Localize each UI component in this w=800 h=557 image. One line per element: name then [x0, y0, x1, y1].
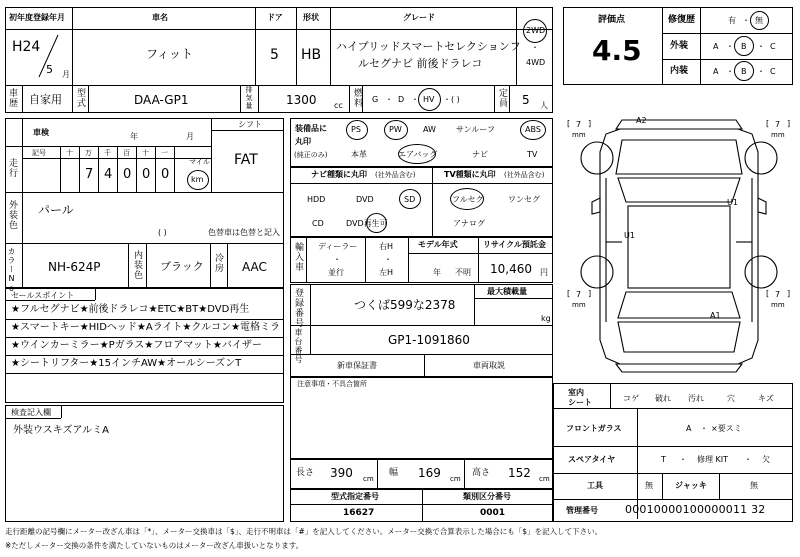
fuel-hv: HV: [423, 95, 435, 104]
interior-b: B: [741, 67, 747, 76]
interior-sep1: ・: [726, 67, 734, 76]
first-reg-month-unit: 月: [62, 70, 70, 79]
tire-rr-depth: 7: [775, 290, 781, 299]
interior-label: 内装: [670, 66, 689, 76]
shaken-month-unit: 月: [186, 132, 194, 141]
tv-analog: アナログ: [453, 219, 485, 228]
inspector-label: 検査記入欄: [11, 408, 51, 417]
seat-item-ana: 穴: [727, 394, 735, 403]
tv-fullseg: フルセグ: [452, 195, 484, 204]
import-left-h: 左H: [379, 268, 394, 277]
equip-navi: ナビ: [472, 150, 488, 159]
seat-label-1: 室内: [568, 388, 584, 397]
registration-label: 登録番号: [293, 288, 303, 328]
shift-label: シフト: [238, 120, 262, 129]
control-label: 管理番号: [566, 506, 598, 515]
registration-value: つくば599な2378: [354, 298, 456, 312]
equip-label-1: 装備品に: [295, 124, 327, 133]
shift-value: FAT: [234, 152, 258, 168]
notes-box: [290, 377, 553, 459]
spare-t: T: [661, 455, 666, 464]
equip-tv: TV: [527, 150, 538, 159]
navi-dvd-play: DVD再生可: [346, 219, 388, 228]
equip-airbag: エアバッグ: [398, 150, 438, 159]
diagram-u1-left: U1: [624, 231, 635, 240]
exterior-a: A: [713, 42, 719, 51]
equip-ps: PS: [351, 125, 361, 134]
model-year-unit: 年: [433, 268, 441, 277]
type-cert-value: 16627: [343, 508, 375, 518]
digit-4: 0: [123, 167, 132, 182]
control-value: 00010000100000011 32: [625, 503, 766, 516]
spare-kit: 修理 KIT: [697, 455, 729, 464]
recycle-yen: 円: [540, 268, 548, 277]
windshield-dot: ・: [700, 424, 708, 433]
inspector-note: 外装ウスキズアルミA: [13, 425, 109, 436]
navi-sd: SD: [404, 195, 416, 204]
drive-sep: ・: [531, 43, 539, 52]
tire-rl-depth: 7: [576, 290, 582, 299]
navi-header: ナビ種類に丸印: [311, 170, 367, 179]
tire-fl-mm: mm: [572, 131, 586, 139]
mile-label: マイル: [189, 158, 210, 166]
exterior-sep2: ・: [757, 42, 765, 51]
usage-value: 自家用: [29, 93, 62, 106]
fuel-g: G: [372, 95, 379, 104]
tv-header: TV種類に丸印: [444, 170, 496, 179]
equip-label-2: 丸印: [295, 137, 311, 146]
import-label: 輸入車: [293, 242, 303, 272]
warranty-label: 新車保証書: [337, 361, 377, 370]
tire-fr-mm: mm: [771, 131, 785, 139]
model-label: 型式: [75, 88, 85, 108]
shape-label: 形状: [303, 13, 319, 22]
ac-label: 冷房: [213, 253, 223, 273]
tire-rr-open: [: [766, 289, 770, 298]
grade-label: グレード: [403, 13, 435, 22]
car-diagram: [562, 112, 795, 374]
interior-a: A: [713, 67, 719, 76]
grade-line2: ルセグナビ 前後ドラレコ: [358, 57, 483, 70]
exterior-sep1: ・: [726, 42, 734, 51]
interior-sep2: ・: [757, 67, 765, 76]
recycle-label: リサイクル預託金: [483, 240, 546, 249]
mileage-label: 走行: [7, 158, 17, 178]
model-year-label: モデル年式: [418, 240, 458, 249]
body-shape: HB: [301, 47, 322, 63]
sales-points-label: セールスポイント: [11, 291, 75, 300]
fuel-other: ( ): [451, 95, 460, 104]
jack-value: 無: [750, 481, 758, 490]
spare-label: スペアタイヤ: [568, 455, 616, 464]
chassis-label: 車台番号: [294, 328, 303, 364]
height-cm: cm: [539, 475, 550, 483]
height-value: 152: [508, 466, 531, 480]
shaken-label: 車検: [33, 128, 49, 137]
import-dealer: ディーラー: [318, 242, 358, 251]
tire-fr-close: ]: [787, 119, 791, 128]
max-load-label: 最大積載量: [487, 287, 527, 296]
color-label: 外装色: [7, 200, 17, 230]
color-note-paren: ( ): [158, 228, 167, 237]
sales-line-3: ★ウインカーミラー★Pガラス★フロアマット★バイザー: [11, 340, 262, 351]
tire-fl-close: ]: [588, 119, 592, 128]
height-label: 高さ: [472, 468, 491, 478]
chassis-value: GP1-1091860: [388, 333, 470, 347]
width-value: 169: [418, 466, 441, 480]
exterior-c: C: [770, 42, 776, 51]
disp-label: 排気量: [245, 86, 253, 110]
digit-label-4: 百: [123, 149, 130, 157]
capacity: 5: [522, 93, 530, 107]
windshield-a: A: [686, 424, 692, 433]
fuel-label: 燃料: [352, 88, 362, 108]
color-no-label: カラーNo.: [7, 247, 16, 304]
digit-2: 7: [85, 167, 94, 182]
navi-cd: CD: [312, 219, 324, 228]
type-cert-label: 型式指定番号: [331, 492, 379, 501]
usage-label: 車歴: [7, 88, 17, 108]
exterior-b: B: [741, 42, 747, 51]
recycle-value: 10,460: [490, 262, 532, 276]
digit-label-6: 一: [161, 149, 168, 157]
tire-rr-close: ]: [787, 289, 791, 298]
windshield-need: ×要スミ: [711, 424, 742, 433]
diagram-a1: A1: [710, 311, 721, 320]
capacity-label: 定員: [497, 88, 507, 108]
digit-label-5: 十: [142, 149, 149, 157]
first-reg-month: 5: [46, 63, 53, 76]
shaken-year-unit: 年: [130, 132, 138, 141]
seat-item-kizu: キズ: [758, 394, 774, 403]
tire-rr-mm: mm: [771, 301, 785, 309]
repair-no: 無: [755, 16, 763, 25]
tire-rl-mm: mm: [572, 301, 586, 309]
seat-item-yabure: 破れ: [655, 394, 671, 403]
km-label: km: [191, 175, 204, 184]
displacement: 1300: [286, 93, 317, 107]
sales-line-2: ★スマートキー★HIDヘッド★Aライト★クルコン★電格ミラ: [11, 322, 281, 333]
repair-sep: ・: [742, 16, 750, 25]
color-note: 色替車は色替と記入: [208, 228, 280, 237]
class-value: 0001: [480, 508, 506, 518]
digit-label-3: 千: [104, 149, 111, 157]
length-cm: cm: [363, 475, 374, 483]
door-label: ドア: [267, 13, 283, 22]
tools-label: 工具: [587, 481, 603, 490]
car-name-label: 車名: [152, 13, 168, 22]
interior-c: C: [770, 67, 776, 76]
fuel-d: D: [398, 95, 405, 104]
tv-oneseg: ワンセグ: [508, 195, 540, 204]
sales-line-1: ★フルセグナビ★前後ドラレコ★ETC★BT★DVD再生: [11, 304, 250, 315]
mileage-code-label: 記号: [32, 149, 46, 157]
grade-line1: ハイブリッドスマートセレクションフ: [336, 40, 521, 53]
equip-abs: ABS: [525, 125, 541, 134]
sales-line-4: ★シートリフター★15インチAW★オールシーズンT: [11, 358, 242, 369]
spare-dot1: ・: [679, 455, 687, 464]
color-value: パール: [38, 203, 74, 217]
navi-header-note: (社外品含む): [375, 171, 416, 179]
digit-label-2: 万: [85, 149, 92, 157]
tire-fr-open: [: [766, 119, 770, 128]
length-value: 390: [330, 466, 353, 480]
import-parallel: 並行: [328, 268, 344, 277]
tools-value: 無: [645, 481, 653, 490]
equip-sunroof: サンルーフ: [456, 125, 495, 134]
class-label: 類別区分番号: [463, 492, 511, 501]
exterior-label: 外装: [670, 41, 689, 51]
diagram-a2: A2: [636, 116, 647, 125]
tire-rl-open: [: [567, 289, 571, 298]
cc-unit: cc: [334, 101, 343, 110]
spare-dot2: ・: [744, 455, 752, 464]
repair-label: 修復歴: [668, 15, 696, 25]
tire-fl-depth: 7: [576, 120, 582, 129]
inspector-box: [5, 405, 284, 522]
score-label: 評価点: [598, 15, 626, 25]
tire-rl-close: ]: [588, 289, 592, 298]
ac-value: AAC: [242, 260, 267, 274]
model-value: DAA-GP1: [134, 93, 189, 107]
fuel-sep3: ・: [443, 95, 451, 104]
spare-missing: 欠: [762, 455, 770, 464]
seat-label-2: シート: [568, 398, 592, 407]
import-dot1: ・: [333, 255, 341, 264]
equip-leather: 本革: [351, 150, 367, 159]
navi-hdd: HDD: [307, 195, 326, 204]
repair-yes: 有: [728, 16, 736, 25]
interior-color-value: ブラック: [160, 260, 204, 273]
car-name: フィット: [146, 47, 194, 61]
fuel-sep2: ・: [411, 95, 419, 104]
import-dot2: ・: [384, 255, 392, 264]
capacity-unit: 人: [540, 101, 548, 110]
seat-item-koge: コゲ: [623, 394, 639, 403]
length-label: 長さ: [296, 468, 315, 478]
jack-label: ジャッキ: [675, 481, 707, 490]
import-right-h: 右H: [379, 242, 394, 251]
first-reg-label: 初年度登録年月: [9, 13, 65, 22]
windshield-label: フロントガラス: [566, 424, 622, 433]
drive-2wd: 2WD: [526, 26, 546, 35]
interior-color-label: 内装色: [132, 250, 142, 280]
fuel-sep1: ・: [385, 95, 393, 104]
seat-item-yogore: 汚れ: [688, 394, 704, 403]
manual-label: 車両取説: [473, 361, 505, 370]
diagram-u1-right: U1: [727, 198, 738, 207]
equip-label-3: (純正のみ): [294, 151, 328, 159]
digit-label-1: 十: [66, 149, 73, 157]
equip-pw: PW: [389, 125, 402, 134]
equip-aw: AW: [423, 125, 436, 134]
model-year-unknown: 不明: [455, 268, 471, 277]
tire-fl-open: [: [567, 119, 571, 128]
tv-header-note: (社外品含む): [504, 171, 545, 179]
first-reg-year: H24: [12, 39, 41, 55]
tire-fr-depth: 7: [775, 120, 781, 129]
width-cm: cm: [450, 475, 461, 483]
footer-line-1: 走行距離の記号欄にメーター改ざん車は「*」、メーター交換車は「$」、走行不明車は「#」を記入してください。メーター交換で合算表示した場合にも「$」を記入して下さい。: [5, 527, 603, 536]
door-count: 5: [270, 47, 279, 63]
max-load-kg: kg: [541, 314, 551, 323]
navi-dvd: DVD: [356, 195, 374, 204]
width-label: 幅: [389, 468, 399, 478]
digit-5: 0: [142, 167, 151, 182]
digit-3: 4: [104, 167, 113, 182]
score-value: 4.5: [592, 34, 642, 67]
digit-6: 0: [161, 167, 170, 182]
drive-4wd: 4WD: [526, 58, 546, 67]
notes-label: 注意事項・不具合箇所: [297, 380, 367, 388]
color-no-value: NH-624P: [48, 260, 101, 274]
footer-line-2: ※ただしメーター交換の条件を満たしていないものはメーター改ざん車扱いとなります。: [5, 541, 304, 550]
